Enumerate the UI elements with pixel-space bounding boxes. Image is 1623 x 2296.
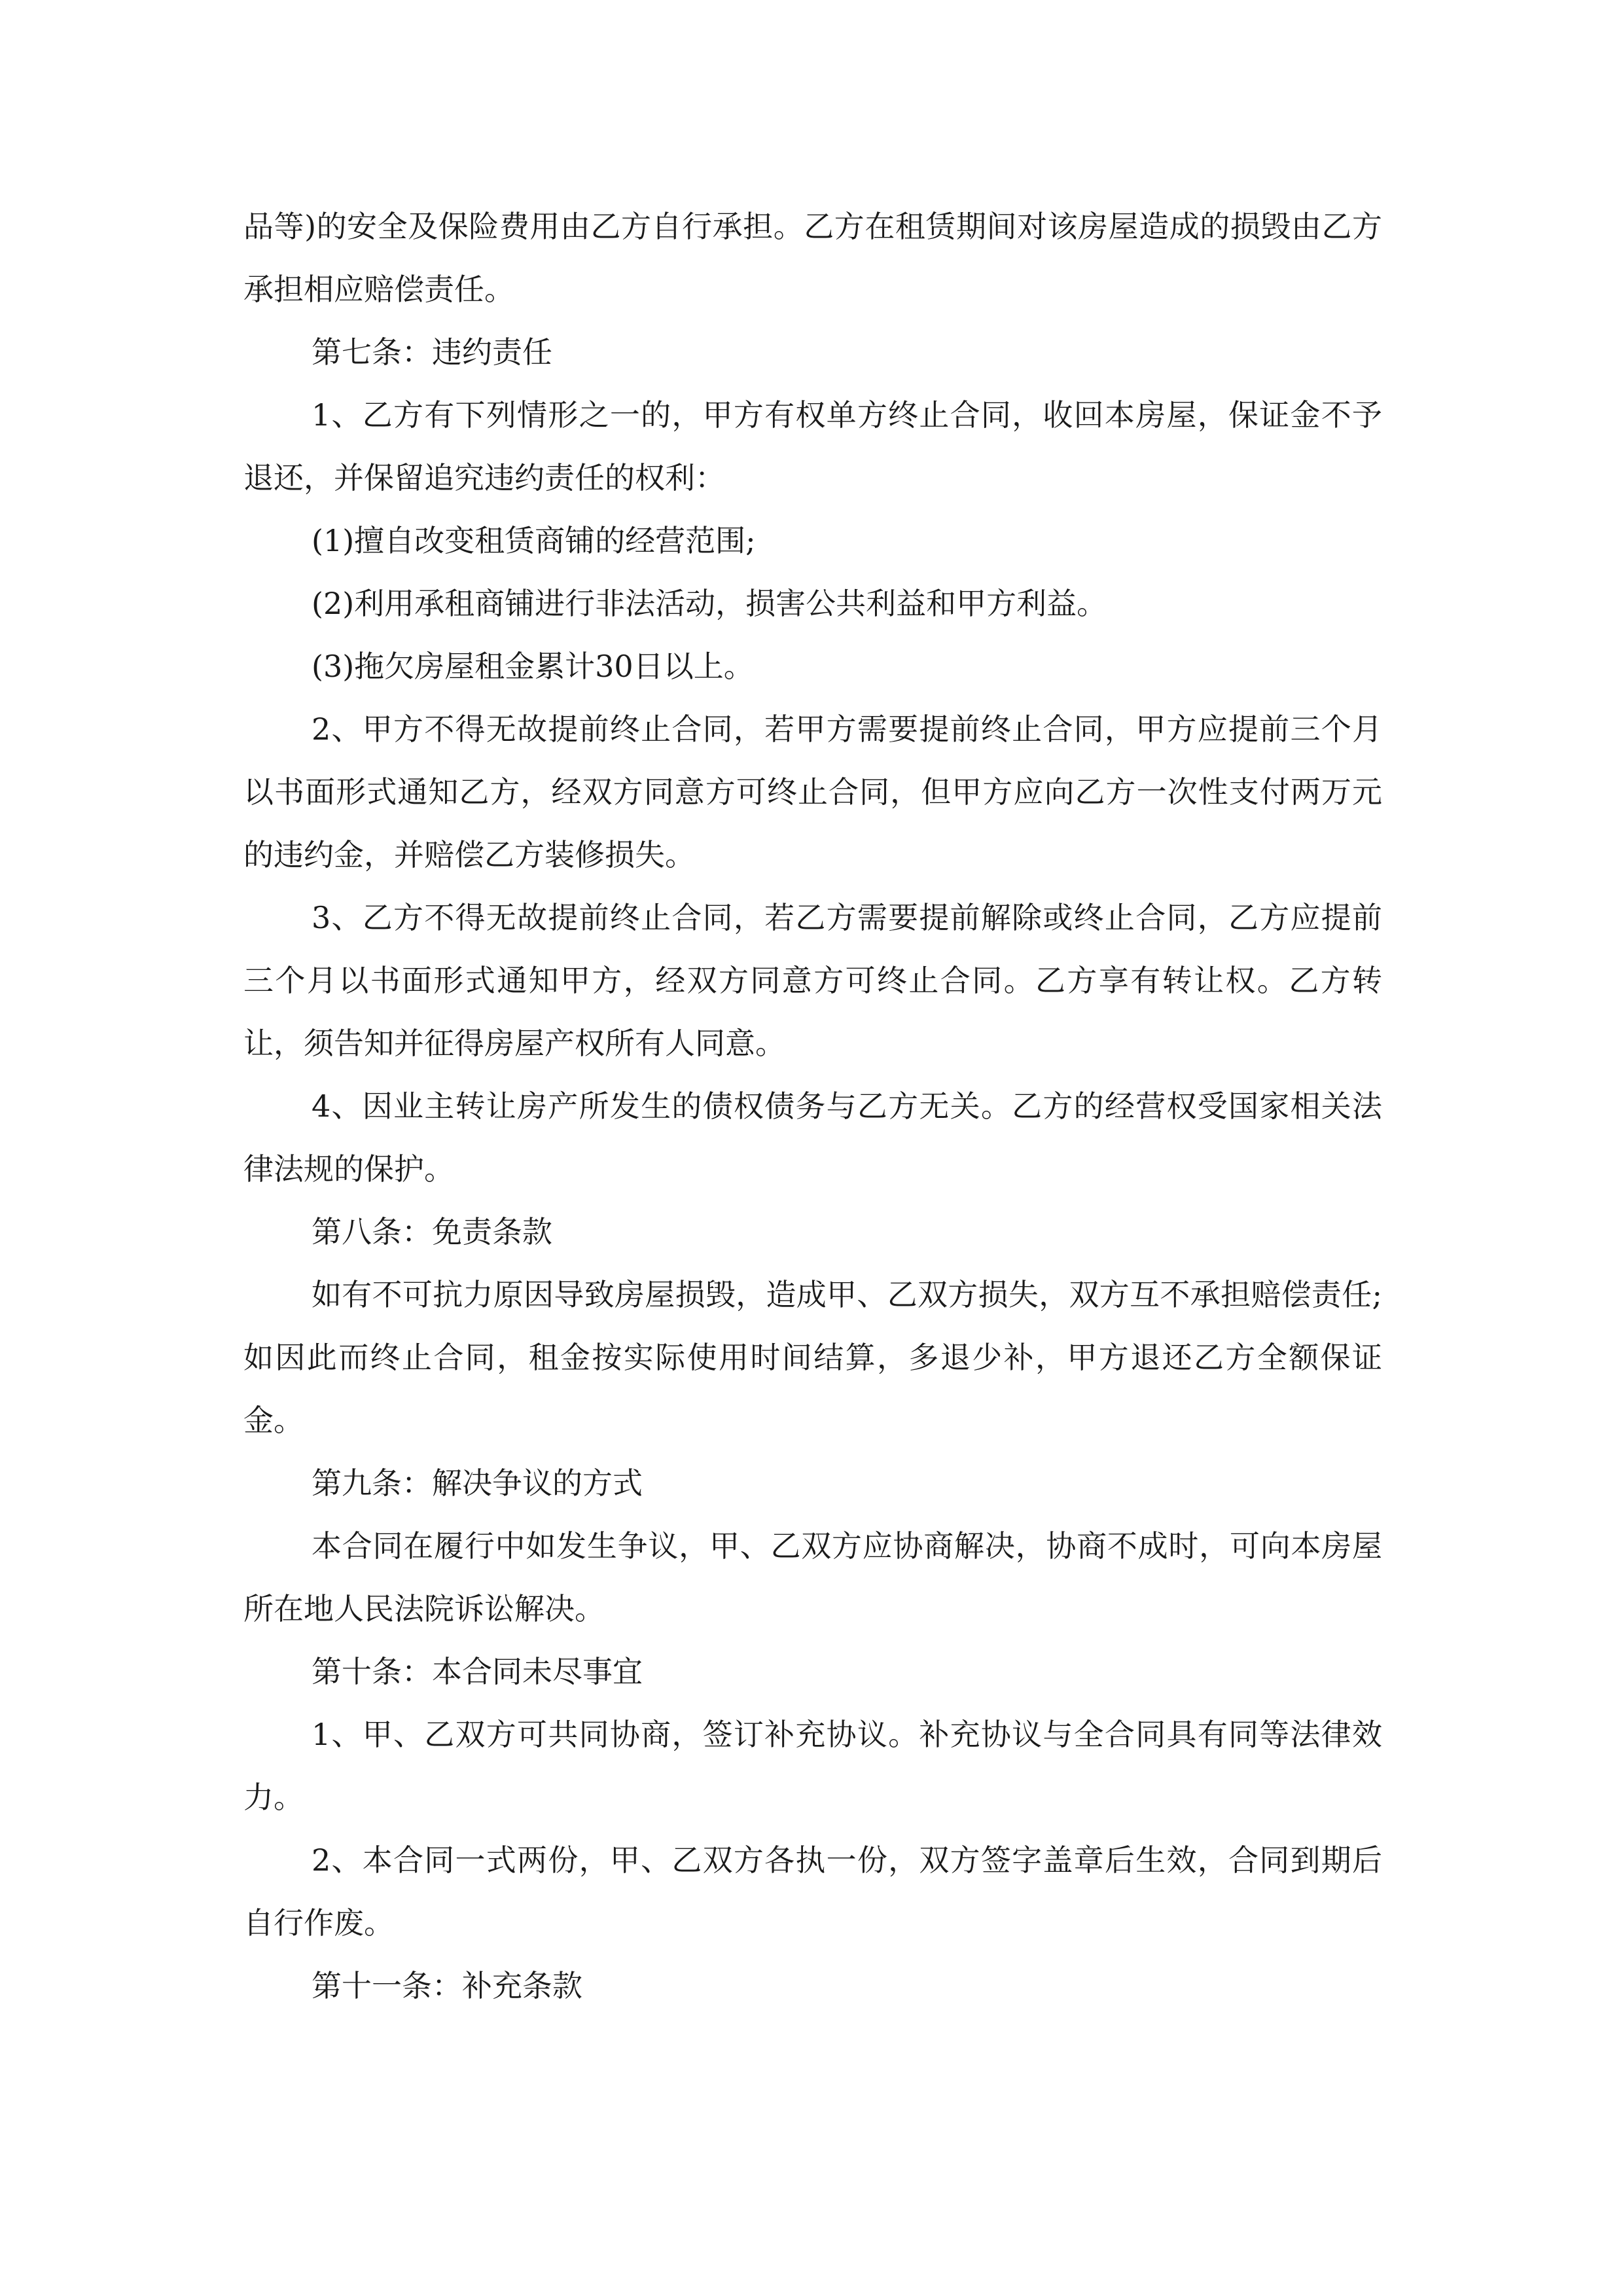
article-7-clause-4: 4、因业主转让房产所发生的债权债务与乙方无关。乙方的经营权受国家相关法律法规的保护。 xyxy=(243,1088,1382,1187)
article-7-clause-1-item-1: (1)擅自改变租赁商铺的经营范围; xyxy=(312,523,756,558)
article-8-heading: 第八条：免责条款 xyxy=(312,1214,552,1249)
article-9-body: 本合同在履行中如发生争议，甲、乙双方应协商解决，协商不成时，可向本房屋所在地人民法院诉讼解决。 xyxy=(243,1528,1382,1626)
article-7-clause-3: 3、乙方不得无故提前终止合同，若乙方需要提前解除或终止合同，乙方应提前三个月以书面形式通知甲方，经双方同意方可终止合同。乙方享有转让权。乙方转让，须告知并征得房屋产权所有人同意。 xyxy=(243,900,1382,1061)
article-10-heading: 第十条：本合同未尽事宜 xyxy=(312,1654,643,1689)
article-8-body: 如有不可抗力原因导致房屋损毁，造成甲、乙双方损失，双方互不承担赔偿责任;如因此而终止合同，租金按实际使用时间结算，多退少补，甲方退还乙方全额保证金。 xyxy=(243,1277,1382,1438)
article-7-clause-1-item-2: (2)利用承租商铺进行非法活动，损害公共利益和甲方利益。 xyxy=(312,586,1107,621)
article-10-clause-2: 2、本合同一式两份，甲、乙双方各执一份，双方签字盖章后生效，合同到期后自行作废。 xyxy=(243,1842,1382,1941)
document-body xyxy=(243,195,1382,2017)
paragraph-continuation: 品等)的安全及保险费用由乙方自行承担。乙方在租赁期间对该房屋造成的损毁由乙方承担相应赔偿责任。 xyxy=(243,209,1382,307)
article-7-clause-1-item-3: (3)拖欠房屋租金累计30日以上。 xyxy=(312,649,754,684)
article-9-heading: 第九条：解决争议的方式 xyxy=(312,1465,643,1501)
article-7-clause-1: 1、乙方有下列情形之一的，甲方有权单方终止合同，收回本房屋，保证金不予退还，并保留追究违约责任的权利： xyxy=(243,397,1382,495)
article-7-clause-2: 2、甲方不得无故提前终止合同，若甲方需要提前终止合同，甲方应提前三个月以书面形式通知乙方，经双方同意方可终止合同，但甲方应向乙方一次性支付两万元的违约金，并赔偿乙方装修损失。 xyxy=(243,711,1382,872)
article-7-heading: 第七条：违约责任 xyxy=(312,334,552,370)
article-11-heading: 第十一条：补充条款 xyxy=(312,1968,582,2003)
article-10-clause-1: 1、甲、乙双方可共同协商，签订补充协议。补充协议与全合同具有同等法律效力。 xyxy=(243,1717,1382,1815)
